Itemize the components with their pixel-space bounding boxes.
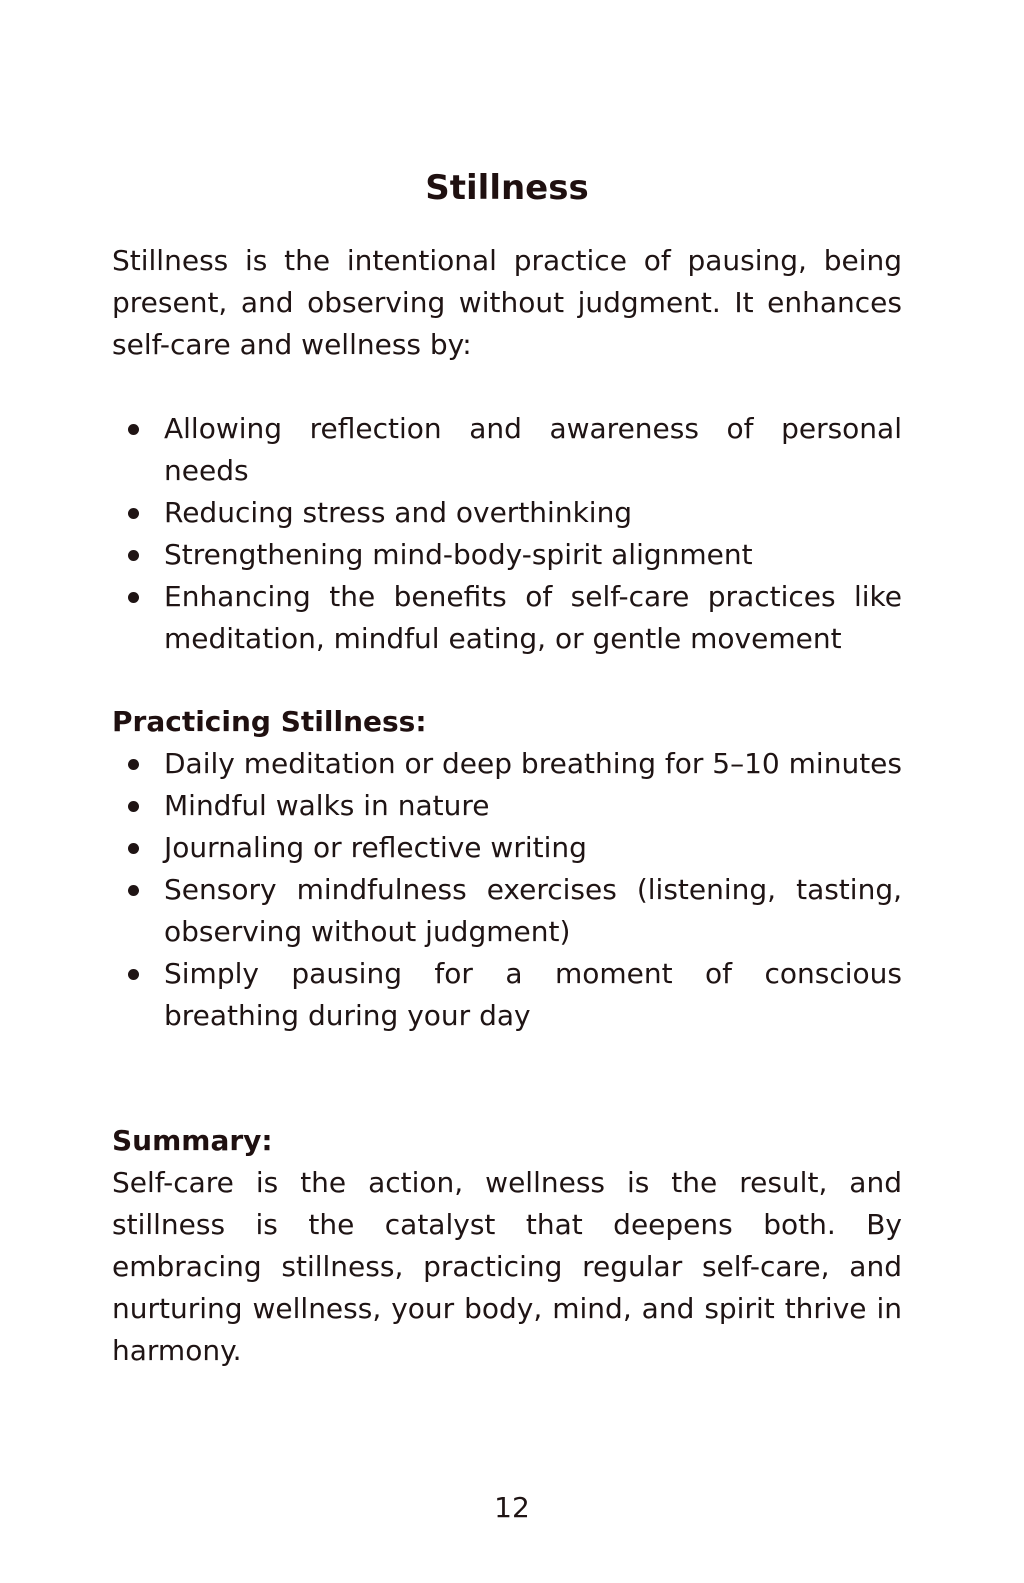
intro-paragraph: Stillness is the intentional practice of pausing, being present, and observing without judgment. It enhances self-care and wellness by: — [112, 244, 902, 361]
summary-paragraph: Self-care is the action, wellness is the result, and stillness is the catalyst that deepens both. By embracing stillness, practicing regular self-care, and nurturing wellness, your body, mind, and spirit thrive in harmony. — [112, 1166, 902, 1367]
summary-heading: Summary: — [112, 1124, 273, 1157]
list-item-text: Enhancing the benefits of self-care practices like meditation, mindful eating, or gentle movement — [164, 580, 902, 655]
list-item — [112, 743, 902, 785]
list-item — [112, 492, 902, 534]
list-item — [112, 869, 902, 953]
bullet-icon — [128, 969, 139, 980]
list-item — [112, 576, 902, 660]
practicing-heading: Practicing Stillness: — [112, 705, 427, 738]
bullet-icon — [128, 508, 139, 519]
bullet-icon — [128, 801, 139, 812]
list-item — [112, 534, 902, 576]
bullet-icon — [128, 885, 139, 896]
list-item — [112, 953, 902, 1037]
page-title: Stillness — [425, 168, 589, 208]
bullet-icon — [128, 424, 139, 435]
list-item-text: Allowing reflection and awareness of personal needs — [164, 412, 902, 487]
list-item-text: Daily meditation or deep breathing for 5–10 minutes — [164, 747, 902, 780]
benefits-list — [112, 408, 902, 660]
page-number: 12 — [494, 1491, 530, 1524]
practicing-list — [112, 743, 902, 1037]
bullet-icon — [128, 759, 139, 770]
list-item-text: Strengthening mind-body-spirit alignment — [164, 538, 753, 571]
bullet-icon — [128, 550, 139, 561]
summary-section — [112, 1120, 902, 1372]
list-item-text: Sensory mindfulness exercises (listening, tasting, observing without judgment) — [164, 873, 902, 948]
list-item-text: Simply pausing for a moment of conscious breathing during your day — [164, 957, 902, 1032]
bullet-icon — [128, 592, 139, 603]
list-item — [112, 408, 902, 492]
list-item-text: Mindful walks in nature — [164, 789, 490, 822]
list-item-text: Reducing stress and overthinking — [164, 496, 633, 529]
list-item-text: Journaling or reflective writing — [164, 831, 587, 864]
list-item — [112, 827, 902, 869]
bullet-icon — [128, 843, 139, 854]
list-item — [112, 785, 902, 827]
practicing-section — [112, 701, 902, 1037]
